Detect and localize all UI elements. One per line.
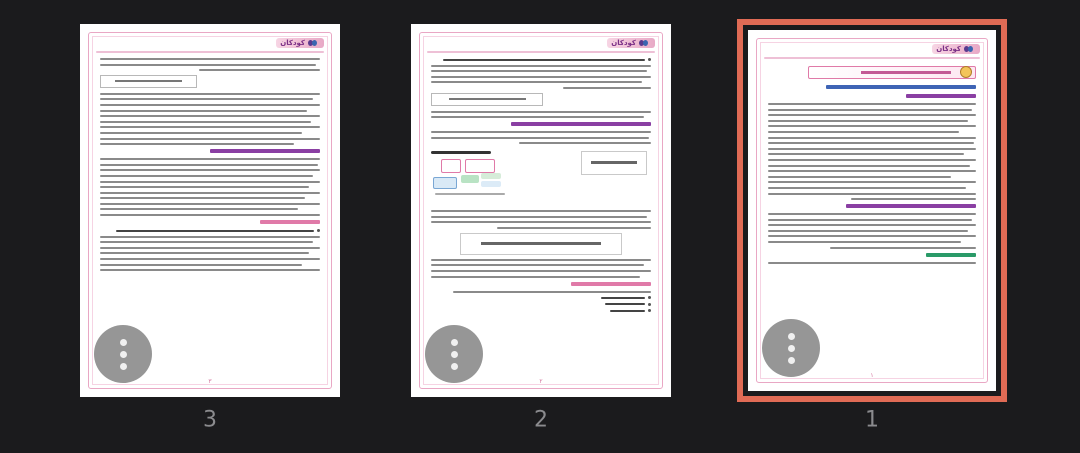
brand-badge — [932, 44, 980, 54]
page-footer-number: ۱ — [870, 372, 874, 379]
page-options-button[interactable] — [94, 325, 152, 383]
page-options-button[interactable] — [425, 325, 483, 383]
page-thumbnail-2[interactable] — [411, 24, 671, 397]
page-preview — [748, 30, 996, 391]
subsection-heading — [926, 253, 976, 257]
kids-logo-icon — [639, 40, 649, 47]
section-heading — [826, 85, 976, 89]
subsection-heading — [906, 94, 976, 98]
vertical-ellipsis-icon — [451, 339, 458, 346]
page-header — [427, 36, 655, 50]
henderson-equation — [581, 151, 647, 175]
kids-logo-icon — [964, 46, 974, 53]
header-divider — [427, 51, 655, 53]
subsection-heading — [511, 122, 651, 126]
subsection-heading — [846, 204, 976, 208]
page-footer-number: ۳ — [208, 378, 212, 385]
page-thumbnail-1[interactable] — [742, 24, 1002, 397]
page-number-label-2: 2 — [534, 407, 548, 433]
subsection-heading — [571, 282, 651, 286]
brand-text: کودکان — [936, 45, 961, 53]
chapter-emblem-icon — [960, 66, 972, 78]
page-footer-number: ۲ — [539, 378, 543, 385]
header-divider — [764, 57, 980, 59]
subsection-heading — [260, 220, 320, 224]
brand-badge — [276, 38, 324, 48]
equation-box — [431, 93, 543, 106]
brand-text: کودکان — [280, 39, 305, 47]
brand-badge — [607, 38, 655, 48]
header-divider — [96, 51, 324, 53]
equation-box — [100, 75, 197, 88]
subsection-heading — [210, 149, 320, 153]
ph-equation — [460, 233, 622, 255]
page-number-label-1: 1 — [865, 407, 879, 433]
page-preview — [411, 24, 671, 397]
page-preview — [80, 24, 340, 397]
vertical-ellipsis-icon — [788, 333, 795, 340]
page-options-button[interactable] — [762, 319, 820, 377]
kids-logo-icon — [308, 40, 318, 47]
chapter-title-banner — [808, 66, 976, 79]
page-header — [96, 36, 324, 50]
vertical-ellipsis-icon — [120, 339, 127, 346]
page-number-label-3: 3 — [203, 407, 217, 433]
buffer-diagram — [431, 151, 575, 207]
page-header — [764, 42, 980, 56]
brand-text: کودکان — [611, 39, 636, 47]
page-thumbnail-3[interactable] — [80, 24, 340, 397]
